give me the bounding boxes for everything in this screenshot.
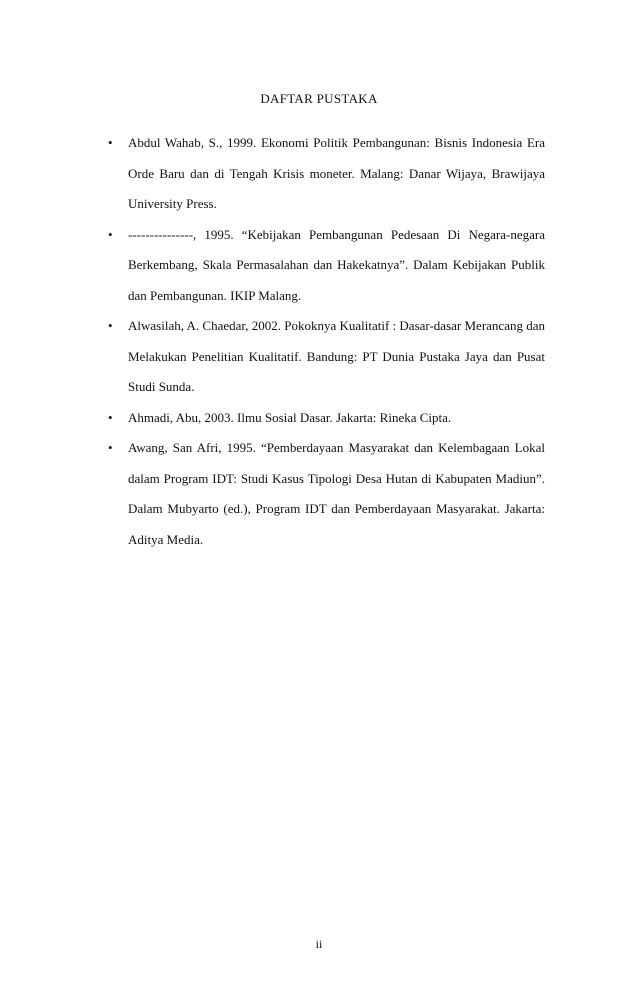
reference-item	[110, 311, 545, 403]
reference-item	[110, 433, 545, 555]
bullet-icon: •	[108, 318, 113, 333]
reference-list	[110, 128, 545, 555]
reference-item	[110, 220, 545, 312]
reference-text: Awang, San Afri, 1995. “Pemberdayaan Masyarakat dan Kelembagaan Lokal dalam Program IDT: Studi Kasus Tipologi Desa Hutan di Kabupaten Madiun”. Dalam Mubyarto (ed.), Program IDT dan Pemberdayaan Masyarakat. Jakarta: Aditya Media.	[128, 440, 545, 547]
reference-text: Alwasilah, A. Chaedar, 2002. Pokoknya Kualitatif : Dasar-dasar Merancang dan Melakukan Penelitian Kualitatif. Bandung: PT Dunia Pustaka Jaya dan Pusat Studi Sunda.	[128, 318, 545, 394]
bullet-icon: •	[108, 226, 113, 242]
bullet-icon: •	[108, 409, 113, 425]
reference-item	[110, 128, 545, 220]
reference-text: Ahmadi, Abu, 2003. Ilmu Sosial Dasar. Jakarta: Rineka Cipta.	[128, 409, 452, 425]
reference-text: ---------------, 1995. “Kebijakan Pembangunan Pedesaan Di Negara-negara Berkembang, Skala Permasalahan dan Hakekatnya”. Dalam Kebijakan Publik dan Pembangunan. IKIP Malang.	[128, 226, 545, 303]
page-title: DAFTAR PUSTAKA	[260, 91, 378, 106]
reference-item	[110, 403, 545, 434]
bullet-icon: •	[108, 440, 113, 455]
page-number: ii	[315, 937, 323, 951]
reference-text: Abdul Wahab, S., 1999. Ekonomi Politik Pembangunan: Bisnis Indonesia Era Orde Baru dan di Tengah Krisis moneter. Malang: Danar Wijaya, Brawijaya University Press.	[128, 135, 545, 211]
bullet-icon: •	[108, 135, 113, 150]
